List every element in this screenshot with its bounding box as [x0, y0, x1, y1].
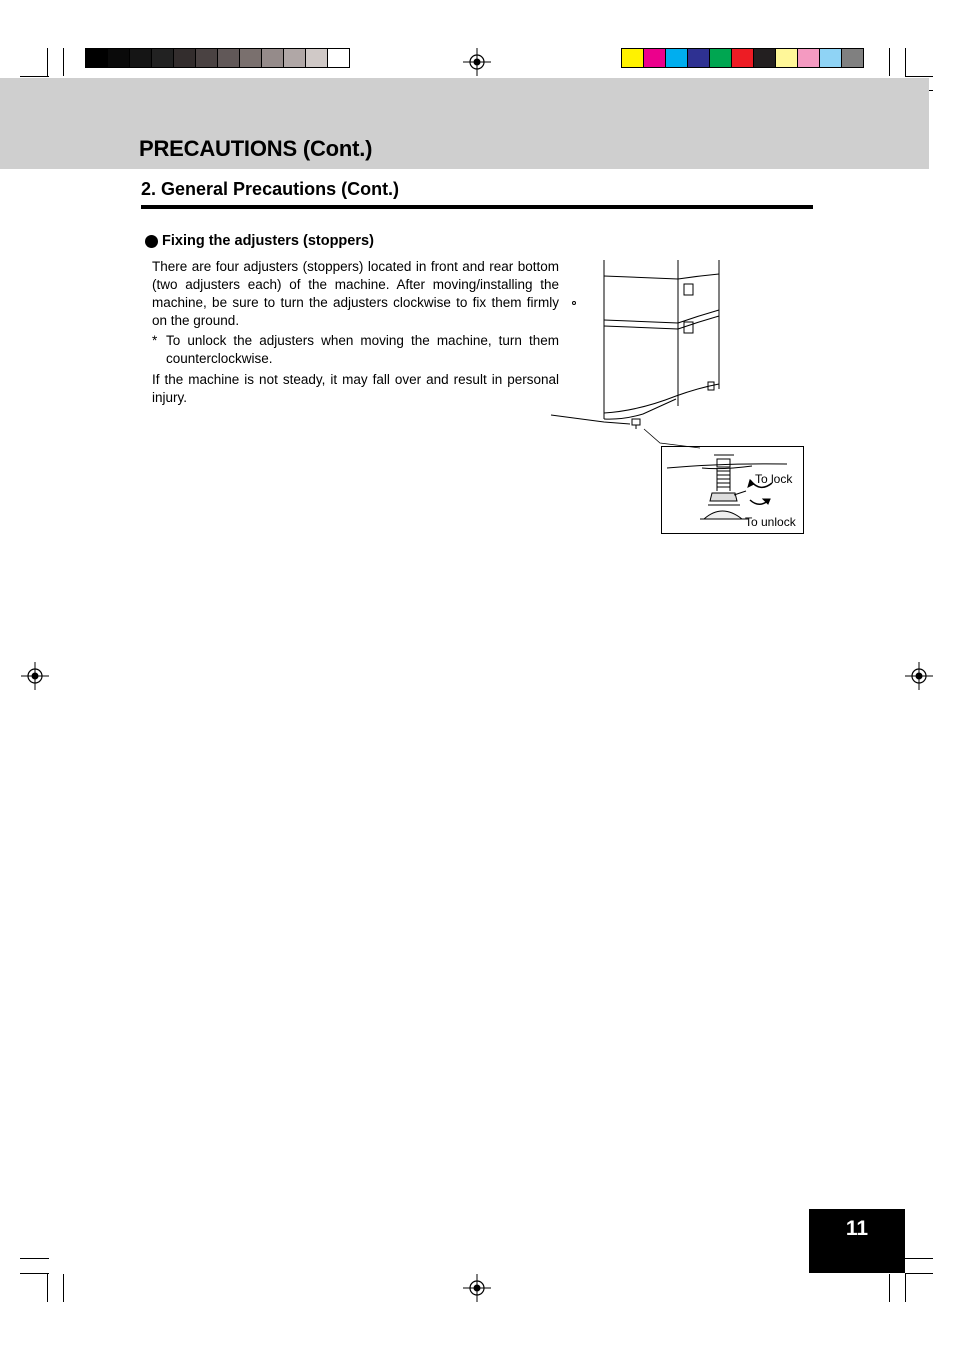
bullet-icon: [145, 235, 158, 248]
subsection-heading: [145, 233, 374, 249]
color-swatch: [819, 48, 842, 68]
section-title: 2. General Precautions (Cont.): [141, 179, 400, 199]
color-swatch: [239, 48, 262, 68]
color-swatch: [173, 48, 196, 68]
color-calibration-bar: [622, 48, 864, 68]
registration-mark-icon: [21, 662, 49, 690]
lock-label: To lock: [755, 472, 793, 486]
unlock-note: [152, 332, 559, 368]
color-swatch: [643, 48, 666, 68]
warning-paragraph: If the machine is not steady, it may fall over and result in personal injury.: [152, 372, 559, 405]
color-swatch: [775, 48, 798, 68]
color-swatch: [731, 48, 754, 68]
adjuster-detail-inset: [661, 446, 804, 534]
page-number: 11: [809, 1209, 905, 1273]
page-title: PRECAUTIONS (Cont.): [139, 136, 373, 161]
section-divider: [141, 205, 813, 209]
color-swatch: [107, 48, 130, 68]
color-swatch: [687, 48, 710, 68]
registration-mark-icon: [463, 48, 491, 76]
color-swatch: [151, 48, 174, 68]
color-swatch: [327, 48, 350, 68]
color-swatch: [797, 48, 820, 68]
color-swatch: [85, 48, 108, 68]
note-marker: *: [152, 333, 158, 348]
color-swatch: [709, 48, 732, 68]
unlock-label: To unlock: [745, 515, 796, 529]
color-swatch: [217, 48, 240, 68]
registration-mark-icon: [463, 1274, 491, 1302]
color-swatch: [305, 48, 328, 68]
grayscale-calibration-bar: [86, 48, 350, 68]
color-swatch: [283, 48, 306, 68]
color-swatch: [621, 48, 644, 68]
subsection-heading-text: Fixing the adjusters (stoppers): [162, 233, 374, 249]
color-swatch: [129, 48, 152, 68]
note-text: To unlock the adjusters when moving the machine, turn them counterclockwise.: [166, 333, 559, 366]
color-swatch: [195, 48, 218, 68]
machine-illustration: [548, 256, 728, 441]
color-swatch: [665, 48, 688, 68]
color-swatch: [753, 48, 776, 68]
registration-mark-icon: [905, 662, 933, 690]
instruction-paragraph: There are four adjusters (stoppers) located in front and rear bottom (two adjusters each) of the machine. After moving/installing the machine, be sure to turn the adjusters clockwise to fix them firmly on the ground.: [152, 259, 559, 328]
color-swatch: [261, 48, 284, 68]
color-swatch: [841, 48, 864, 68]
